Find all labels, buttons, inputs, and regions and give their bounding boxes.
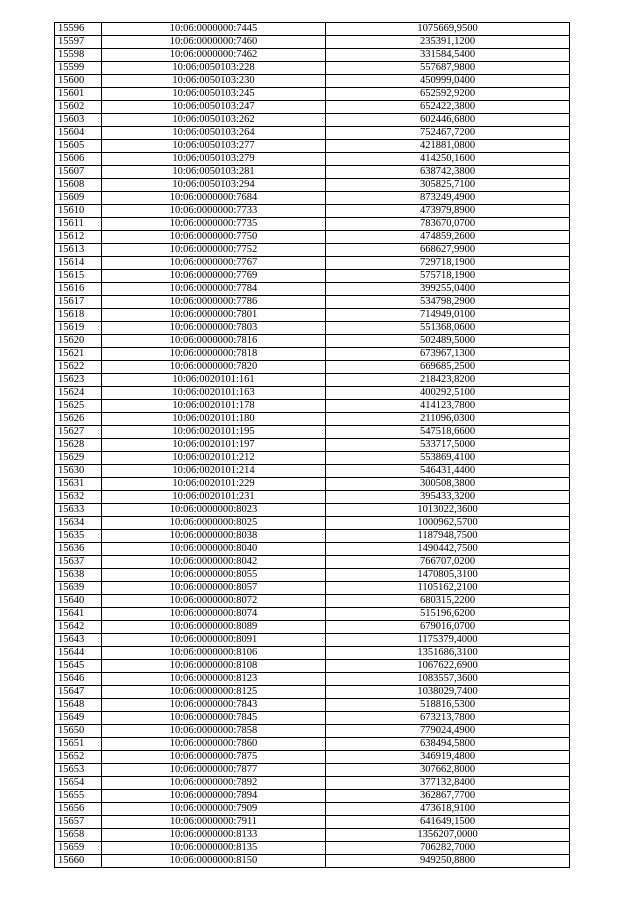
cadastral-value-cell: 547518,6600: [326, 426, 570, 439]
row-number-cell: 15630: [55, 465, 102, 478]
table-row: [55, 816, 570, 829]
cadastral-number-cell: 10:06:0000000:7784: [102, 283, 326, 296]
table-row: [55, 660, 570, 673]
row-number-cell: 15641: [55, 608, 102, 621]
cadastral-value-cell: 752467,7200: [326, 127, 570, 140]
cadastral-number-cell: 10:06:0050103:262: [102, 114, 326, 127]
cadastral-value-cell: 714949,0100: [326, 309, 570, 322]
cadastral-value-cell: 515196,6200: [326, 608, 570, 621]
table-row: [55, 101, 570, 114]
cadastral-value-cell: 414250,1600: [326, 153, 570, 166]
cadastral-value-cell: 1105162,2100: [326, 582, 570, 595]
cadastral-number-cell: 10:06:0000000:7818: [102, 348, 326, 361]
cadastral-value-cell: 949250,8800: [326, 855, 570, 868]
cadastral-number-cell: 10:06:0000000:7894: [102, 790, 326, 803]
table-row: [55, 257, 570, 270]
cadastral-value-cell: 729718,1900: [326, 257, 570, 270]
table-row: [55, 777, 570, 790]
cadastral-number-cell: 10:06:0000000:7845: [102, 712, 326, 725]
table-row: [55, 426, 570, 439]
cadastral-number-cell: 10:06:0000000:7911: [102, 816, 326, 829]
row-number-cell: 15634: [55, 517, 102, 530]
cadastral-number-cell: 10:06:0020101:214: [102, 465, 326, 478]
row-number-cell: 15602: [55, 101, 102, 114]
row-number-cell: 15637: [55, 556, 102, 569]
table-row: [55, 478, 570, 491]
table-row: [55, 829, 570, 842]
cadastral-value-cell: 362867,7700: [326, 790, 570, 803]
row-number-cell: 15603: [55, 114, 102, 127]
cadastral-value-cell: 873249,4900: [326, 192, 570, 205]
cadastral-number-cell: 10:06:0000000:7843: [102, 699, 326, 712]
cadastral-number-cell: 10:06:0000000:7462: [102, 49, 326, 62]
cadastral-number-cell: 10:06:0020101:197: [102, 439, 326, 452]
cadastral-value-cell: 399255,0400: [326, 283, 570, 296]
cadastral-number-cell: 10:06:0000000:7752: [102, 244, 326, 257]
cadastral-value-cell: 518816,5300: [326, 699, 570, 712]
table-row: [55, 582, 570, 595]
table-row: [55, 413, 570, 426]
cadastral-number-cell: 10:06:0000000:7909: [102, 803, 326, 816]
row-number-cell: 15631: [55, 478, 102, 491]
row-number-cell: 15625: [55, 400, 102, 413]
row-number-cell: 15638: [55, 569, 102, 582]
table-row: [55, 491, 570, 504]
cadastral-number-cell: 10:06:0000000:7892: [102, 777, 326, 790]
cadastral-number-cell: 10:06:0000000:7460: [102, 36, 326, 49]
row-number-cell: 15660: [55, 855, 102, 868]
row-number-cell: 15601: [55, 88, 102, 101]
cadastral-value-cell: 1356207,0000: [326, 829, 570, 842]
table-row: [55, 569, 570, 582]
cadastral-number-cell: 10:06:0020101:180: [102, 413, 326, 426]
row-number-cell: 15644: [55, 647, 102, 660]
cadastral-value-cell: 331584,5400: [326, 49, 570, 62]
row-number-cell: 15621: [55, 348, 102, 361]
table-row: [55, 62, 570, 75]
cadastral-value-cell: 575718,1900: [326, 270, 570, 283]
cadastral-value-cell: 766707,0200: [326, 556, 570, 569]
cadastral-value-cell: 1067622,6900: [326, 660, 570, 673]
table-row: [55, 699, 570, 712]
cadastral-value-cell: 1490442,7500: [326, 543, 570, 556]
row-number-cell: 15642: [55, 621, 102, 634]
row-number-cell: 15597: [55, 36, 102, 49]
cadastral-value-cell: 1000962,5700: [326, 517, 570, 530]
cadastral-value-cell: 395433,3200: [326, 491, 570, 504]
cadastral-value-cell: 668627,9900: [326, 244, 570, 257]
table-row: [55, 452, 570, 465]
table-row: [55, 738, 570, 751]
table-row: [55, 504, 570, 517]
cadastral-number-cell: 10:06:0000000:7684: [102, 192, 326, 205]
table-row: [55, 153, 570, 166]
table-row: [55, 530, 570, 543]
cadastral-number-cell: 10:06:0000000:7820: [102, 361, 326, 374]
cadastral-number-cell: 10:06:0020101:231: [102, 491, 326, 504]
table-row: [55, 75, 570, 88]
cadastral-number-cell: 10:06:0000000:8072: [102, 595, 326, 608]
cadastral-value-table: [54, 22, 570, 868]
cadastral-number-cell: 10:06:0050103:281: [102, 166, 326, 179]
table-row: [55, 439, 570, 452]
cadastral-number-cell: 10:06:0000000:8091: [102, 634, 326, 647]
table-row: [55, 387, 570, 400]
table-row: [55, 725, 570, 738]
row-number-cell: 15604: [55, 127, 102, 140]
row-number-cell: 15611: [55, 218, 102, 231]
cadastral-number-cell: 10:06:0000000:8057: [102, 582, 326, 595]
cadastral-value-cell: 638742,3800: [326, 166, 570, 179]
row-number-cell: 15659: [55, 842, 102, 855]
table-row: [55, 608, 570, 621]
row-number-cell: 15653: [55, 764, 102, 777]
table-row: [55, 192, 570, 205]
row-number-cell: 15639: [55, 582, 102, 595]
cadastral-number-cell: 10:06:0050103:230: [102, 75, 326, 88]
table-row: [55, 114, 570, 127]
cadastral-value-cell: 1075669,9500: [326, 23, 570, 36]
table-row: [55, 49, 570, 62]
cadastral-number-cell: 10:06:0000000:7877: [102, 764, 326, 777]
row-number-cell: 15599: [55, 62, 102, 75]
cadastral-number-cell: 10:06:0000000:7786: [102, 296, 326, 309]
row-number-cell: 15650: [55, 725, 102, 738]
cadastral-number-cell: 10:06:0000000:8023: [102, 504, 326, 517]
table-row: [55, 400, 570, 413]
table-row: [55, 205, 570, 218]
table-row: [55, 218, 570, 231]
cadastral-value-cell: 450999,0400: [326, 75, 570, 88]
cadastral-number-cell: 10:06:0000000:7445: [102, 23, 326, 36]
cadastral-value-cell: 652422,3800: [326, 101, 570, 114]
table-row: [55, 803, 570, 816]
row-number-cell: 15656: [55, 803, 102, 816]
row-number-cell: 15607: [55, 166, 102, 179]
table-row: [55, 348, 570, 361]
row-number-cell: 15652: [55, 751, 102, 764]
table-row: [55, 309, 570, 322]
row-number-cell: 15643: [55, 634, 102, 647]
table-row: [55, 244, 570, 257]
row-number-cell: 15629: [55, 452, 102, 465]
cadastral-number-cell: 10:06:0050103:277: [102, 140, 326, 153]
cadastral-value-cell: 414123,7800: [326, 400, 570, 413]
cadastral-value-cell: 557687,9800: [326, 62, 570, 75]
row-number-cell: 15640: [55, 595, 102, 608]
cadastral-value-cell: 473979,8900: [326, 205, 570, 218]
cadastral-value-cell: 474859,2600: [326, 231, 570, 244]
table-row: [55, 36, 570, 49]
row-number-cell: 15622: [55, 361, 102, 374]
cadastral-number-cell: 10:06:0050103:228: [102, 62, 326, 75]
row-number-cell: 15646: [55, 673, 102, 686]
cadastral-number-cell: 10:06:0000000:8133: [102, 829, 326, 842]
cadastral-value-cell: 783670,0700: [326, 218, 570, 231]
cadastral-number-cell: 10:06:0050103:279: [102, 153, 326, 166]
table-row: [55, 712, 570, 725]
table-row: [55, 517, 570, 530]
table-row: [55, 283, 570, 296]
row-number-cell: 15609: [55, 192, 102, 205]
table-row: [55, 686, 570, 699]
table-row: [55, 374, 570, 387]
row-number-cell: 15614: [55, 257, 102, 270]
row-number-cell: 15600: [55, 75, 102, 88]
cadastral-value-cell: 1470805,3100: [326, 569, 570, 582]
cadastral-value-cell: 218423,8200: [326, 374, 570, 387]
table-row: [55, 296, 570, 309]
table-row: [55, 751, 570, 764]
cadastral-value-cell: 346919,4800: [326, 751, 570, 764]
row-number-cell: 15633: [55, 504, 102, 517]
cadastral-value-cell: 641649,1500: [326, 816, 570, 829]
cadastral-value-cell: 779024,4900: [326, 725, 570, 738]
cadastral-value-cell: 673967,1300: [326, 348, 570, 361]
cadastral-number-cell: 10:06:0000000:8135: [102, 842, 326, 855]
cadastral-number-cell: 10:06:0000000:7750: [102, 231, 326, 244]
cadastral-number-cell: 10:06:0050103:247: [102, 101, 326, 114]
cadastral-number-cell: 10:06:0050103:294: [102, 179, 326, 192]
row-number-cell: 15610: [55, 205, 102, 218]
cadastral-value-cell: 377132,8400: [326, 777, 570, 790]
cadastral-value-cell: 421881,0800: [326, 140, 570, 153]
cadastral-value-cell: 546431,4400: [326, 465, 570, 478]
table-row: [55, 231, 570, 244]
cadastral-value-cell: 307662,8000: [326, 764, 570, 777]
table-row: [55, 621, 570, 634]
cadastral-number-cell: 10:06:0000000:7803: [102, 322, 326, 335]
table-row: [55, 88, 570, 101]
row-number-cell: 15608: [55, 179, 102, 192]
cadastral-number-cell: 10:06:0000000:7816: [102, 335, 326, 348]
table-row: [55, 634, 570, 647]
row-number-cell: 15627: [55, 426, 102, 439]
cadastral-number-cell: 10:06:0000000:8055: [102, 569, 326, 582]
cadastral-number-cell: 10:06:0000000:8040: [102, 543, 326, 556]
row-number-cell: 15654: [55, 777, 102, 790]
row-number-cell: 15605: [55, 140, 102, 153]
row-number-cell: 15616: [55, 283, 102, 296]
table-row: [55, 790, 570, 803]
cadastral-number-cell: 10:06:0020101:163: [102, 387, 326, 400]
table-row: [55, 166, 570, 179]
table-row: [55, 322, 570, 335]
cadastral-number-cell: 10:06:0000000:7735: [102, 218, 326, 231]
cadastral-number-cell: 10:06:0020101:178: [102, 400, 326, 413]
cadastral-value-cell: 1038029,7400: [326, 686, 570, 699]
cadastral-value-cell: 638494,5800: [326, 738, 570, 751]
cadastral-number-cell: 10:06:0000000:8106: [102, 647, 326, 660]
cadastral-number-cell: 10:06:0000000:7767: [102, 257, 326, 270]
row-number-cell: 15606: [55, 153, 102, 166]
row-number-cell: 15598: [55, 49, 102, 62]
cadastral-value-cell: 473618,9100: [326, 803, 570, 816]
cadastral-value-cell: 680315,2200: [326, 595, 570, 608]
cadastral-number-cell: 10:06:0050103:245: [102, 88, 326, 101]
table-row: [55, 673, 570, 686]
cadastral-value-cell: 502489,5000: [326, 335, 570, 348]
cadastral-number-cell: 10:06:0020101:195: [102, 426, 326, 439]
cadastral-number-cell: 10:06:0050103:264: [102, 127, 326, 140]
cadastral-value-cell: 679016,0700: [326, 621, 570, 634]
cadastral-value-cell: 551368,0600: [326, 322, 570, 335]
table-row: [55, 855, 570, 868]
cadastral-value-cell: 534798,2900: [326, 296, 570, 309]
table-row: [55, 270, 570, 283]
table-row: [55, 361, 570, 374]
row-number-cell: 15612: [55, 231, 102, 244]
row-number-cell: 15617: [55, 296, 102, 309]
row-number-cell: 15624: [55, 387, 102, 400]
row-number-cell: 15613: [55, 244, 102, 257]
table-row: [55, 23, 570, 36]
table-row: [55, 179, 570, 192]
table-row: [55, 595, 570, 608]
cadastral-number-cell: 10:06:0000000:7733: [102, 205, 326, 218]
row-number-cell: 15651: [55, 738, 102, 751]
cadastral-value-cell: 1083557,3600: [326, 673, 570, 686]
row-number-cell: 15635: [55, 530, 102, 543]
cadastral-value-cell: 602446,6800: [326, 114, 570, 127]
cadastral-number-cell: 10:06:0000000:7858: [102, 725, 326, 738]
cadastral-value-cell: 652592,9200: [326, 88, 570, 101]
cadastral-value-cell: 669685,2500: [326, 361, 570, 374]
table-row: [55, 556, 570, 569]
cadastral-value-cell: 1187948,7500: [326, 530, 570, 543]
cadastral-value-cell: 400292,5100: [326, 387, 570, 400]
cadastral-value-cell: 673213,7800: [326, 712, 570, 725]
cadastral-value-cell: 533717,5000: [326, 439, 570, 452]
row-number-cell: 15647: [55, 686, 102, 699]
cadastral-value-cell: 211096,0300: [326, 413, 570, 426]
row-number-cell: 15626: [55, 413, 102, 426]
cadastral-number-cell: 10:06:0000000:8074: [102, 608, 326, 621]
table-row: [55, 842, 570, 855]
cadastral-number-cell: 10:06:0020101:161: [102, 374, 326, 387]
cadastral-number-cell: 10:06:0000000:8042: [102, 556, 326, 569]
cadastral-number-cell: 10:06:0000000:7801: [102, 309, 326, 322]
cadastral-number-cell: 10:06:0000000:8125: [102, 686, 326, 699]
table-row: [55, 764, 570, 777]
cadastral-value-cell: 300508,3800: [326, 478, 570, 491]
row-number-cell: 15655: [55, 790, 102, 803]
cadastral-number-cell: 10:06:0000000:7875: [102, 751, 326, 764]
row-number-cell: 15632: [55, 491, 102, 504]
cadastral-number-cell: 10:06:0020101:212: [102, 452, 326, 465]
table-row: [55, 647, 570, 660]
cadastral-number-cell: 10:06:0000000:8025: [102, 517, 326, 530]
cadastral-number-cell: 10:06:0000000:8123: [102, 673, 326, 686]
cadastral-number-cell: 10:06:0000000:8089: [102, 621, 326, 634]
row-number-cell: 15615: [55, 270, 102, 283]
table-row: [55, 127, 570, 140]
row-number-cell: 15628: [55, 439, 102, 452]
cadastral-value-cell: 1175379,4000: [326, 634, 570, 647]
row-number-cell: 15645: [55, 660, 102, 673]
row-number-cell: 15657: [55, 816, 102, 829]
cadastral-number-cell: 10:06:0020101:229: [102, 478, 326, 491]
row-number-cell: 15649: [55, 712, 102, 725]
row-number-cell: 15658: [55, 829, 102, 842]
table-row: [55, 140, 570, 153]
cadastral-value-cell: 706282,7000: [326, 842, 570, 855]
cadastral-number-cell: 10:06:0000000:7860: [102, 738, 326, 751]
cadastral-number-cell: 10:06:0000000:8038: [102, 530, 326, 543]
table-row: [55, 543, 570, 556]
cadastral-value-cell: 235391,1200: [326, 36, 570, 49]
cadastral-number-cell: 10:06:0000000:8108: [102, 660, 326, 673]
row-number-cell: 15620: [55, 335, 102, 348]
row-number-cell: 15648: [55, 699, 102, 712]
cadastral-value-cell: 1351686,3100: [326, 647, 570, 660]
table-row: [55, 465, 570, 478]
row-number-cell: 15618: [55, 309, 102, 322]
row-number-cell: 15636: [55, 543, 102, 556]
table-body: [55, 23, 570, 868]
table-row: [55, 335, 570, 348]
row-number-cell: 15619: [55, 322, 102, 335]
cadastral-number-cell: 10:06:0000000:7769: [102, 270, 326, 283]
cadastral-value-cell: 305825,7100: [326, 179, 570, 192]
row-number-cell: 15596: [55, 23, 102, 36]
row-number-cell: 15623: [55, 374, 102, 387]
cadastral-value-cell: 553869,4100: [326, 452, 570, 465]
cadastral-value-cell: 1013022,3600: [326, 504, 570, 517]
cadastral-number-cell: 10:06:0000000:8150: [102, 855, 326, 868]
